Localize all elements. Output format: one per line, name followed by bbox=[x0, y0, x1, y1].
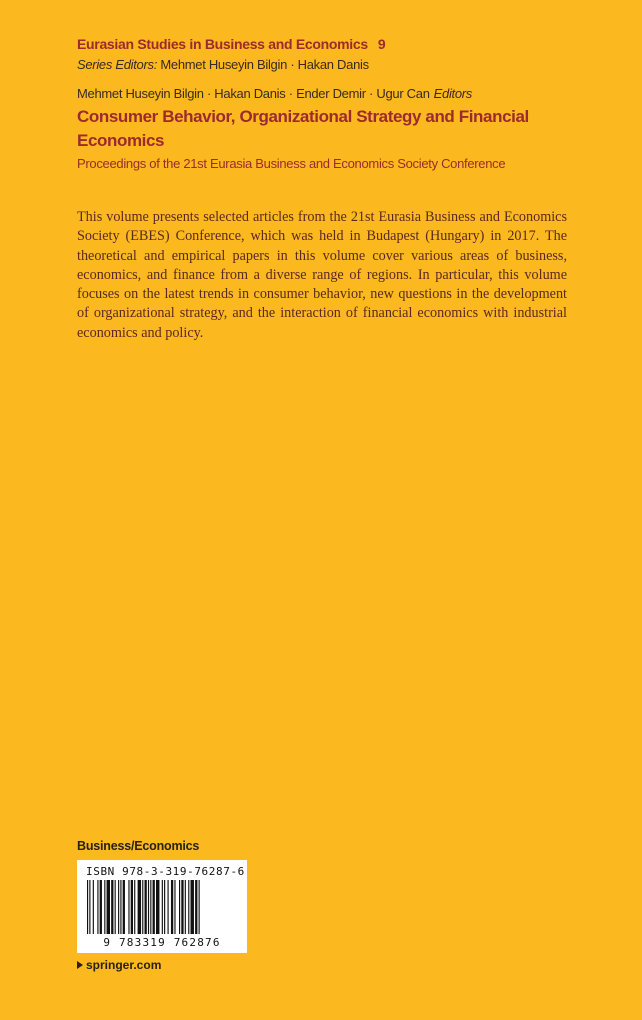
series-name: Eurasian Studies in Business and Economics bbox=[77, 36, 368, 52]
book-title: Consumer Behavior, Organizational Strategy and Financial Economics bbox=[77, 107, 529, 150]
series-editors-names: Mehmet Huseyin Bilgin · Hakan Danis bbox=[160, 57, 369, 72]
book-blurb: This volume presents selected articles from the 21st Eurasia Business and Economics Society (EBES) Conference, which was held in Budapest (Hungary) in 2017. The theoretical and empirical papers in this volume cover various areas of business, economics, and finance from a diverse range of regions. In particular, this volume focuses on the latest trends in consumer behavior, new questions in the development of organizational strategy, and the interaction of financial economics with industrial economics and policy. bbox=[77, 209, 567, 341]
barcode-icon bbox=[83, 880, 241, 938]
publisher-link[interactable] bbox=[77, 958, 161, 972]
arrow-right-icon bbox=[77, 961, 83, 969]
publisher-link-label: springer.com bbox=[86, 958, 162, 972]
isbn-label: ISBN 978-3-319-76287-6 bbox=[86, 865, 245, 878]
barcode-box bbox=[77, 860, 247, 953]
ean-digits: 9 783319 762876 bbox=[103, 936, 221, 949]
series-editors-label: Series Editors: bbox=[77, 57, 158, 72]
book-subtitle: Proceedings of the 21st Eurasia Business and Economics Society Conference bbox=[77, 156, 506, 171]
book-editors bbox=[77, 86, 472, 101]
series-volume: 9 bbox=[377, 36, 386, 52]
book-editors-names: Mehmet Huseyin Bilgin · Hakan Danis · Ender Demir · Ugur Can bbox=[77, 86, 430, 101]
series-title bbox=[77, 36, 385, 52]
subject-category: Business/Economics bbox=[77, 839, 200, 853]
series-editors bbox=[77, 57, 369, 72]
book-editors-role: Editors bbox=[433, 86, 473, 101]
